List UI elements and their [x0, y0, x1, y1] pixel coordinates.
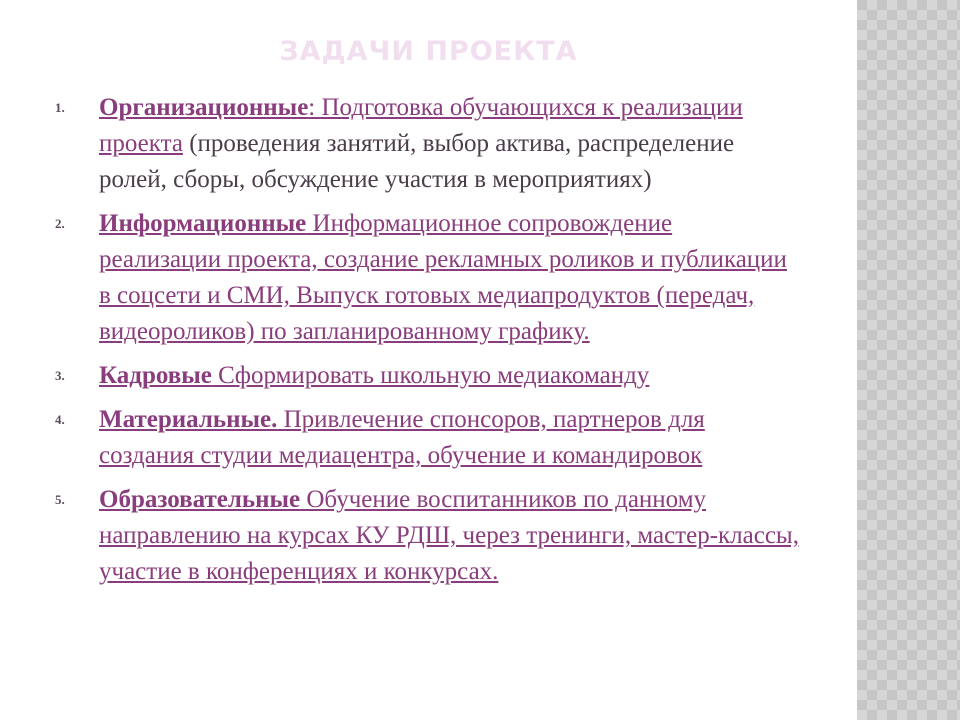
item-number: 2. [55, 216, 65, 231]
item-text [99, 206, 800, 350]
item-link-text[interactable]: Обучение воспитанников по данному направлению на курсах КУ РДШ, через тренинги, мастер-классы, участие в конференциях и конкурсах. [99, 486, 799, 585]
item-text [99, 90, 800, 198]
task-item-personnel [55, 358, 800, 394]
item-number: 5. [55, 492, 65, 507]
decorative-side-panel [857, 0, 960, 720]
slide-title: ЗАДАЧИ ПРОЕКТА [279, 36, 578, 67]
item-label[interactable]: Кадровые [99, 362, 212, 389]
task-item-organizational [55, 90, 800, 198]
task-list [55, 90, 800, 598]
item-text [99, 402, 800, 474]
item-link-text[interactable]: Привлечение спонсоров, партнеров для создания студии медиацентра, обучение и командировок [99, 406, 705, 469]
item-number: 1. [55, 100, 65, 115]
item-link-text[interactable]: Информационное сопровождение реализации проекта, создание рекламных роликов и публикации в соцсети и СМИ, Выпуск готовых медиапродуктов (передач, видеороликов) по запланированному графику. [99, 210, 787, 345]
item-link-text[interactable]: Сформировать школьную медиакоманду [211, 362, 650, 389]
item-text [99, 358, 800, 394]
task-item-educational [55, 482, 800, 590]
item-link-text[interactable]: : Подготовка обучающихся к реализации проекта [99, 94, 743, 157]
item-label[interactable]: Организационные [99, 94, 309, 121]
item-label[interactable]: Материальные. [99, 406, 278, 433]
item-text [99, 482, 800, 590]
task-item-informational [55, 206, 800, 350]
task-item-material [55, 402, 800, 474]
item-plain-text: (проведения занятий, выбор актива, распределение ролей, сборы, обсуждение участия в мероприятиях) [99, 130, 735, 193]
item-number: 4. [55, 412, 65, 427]
item-number: 3. [55, 368, 65, 383]
item-label[interactable]: Образовательные [99, 486, 301, 513]
item-label[interactable]: Информационные [99, 210, 307, 237]
